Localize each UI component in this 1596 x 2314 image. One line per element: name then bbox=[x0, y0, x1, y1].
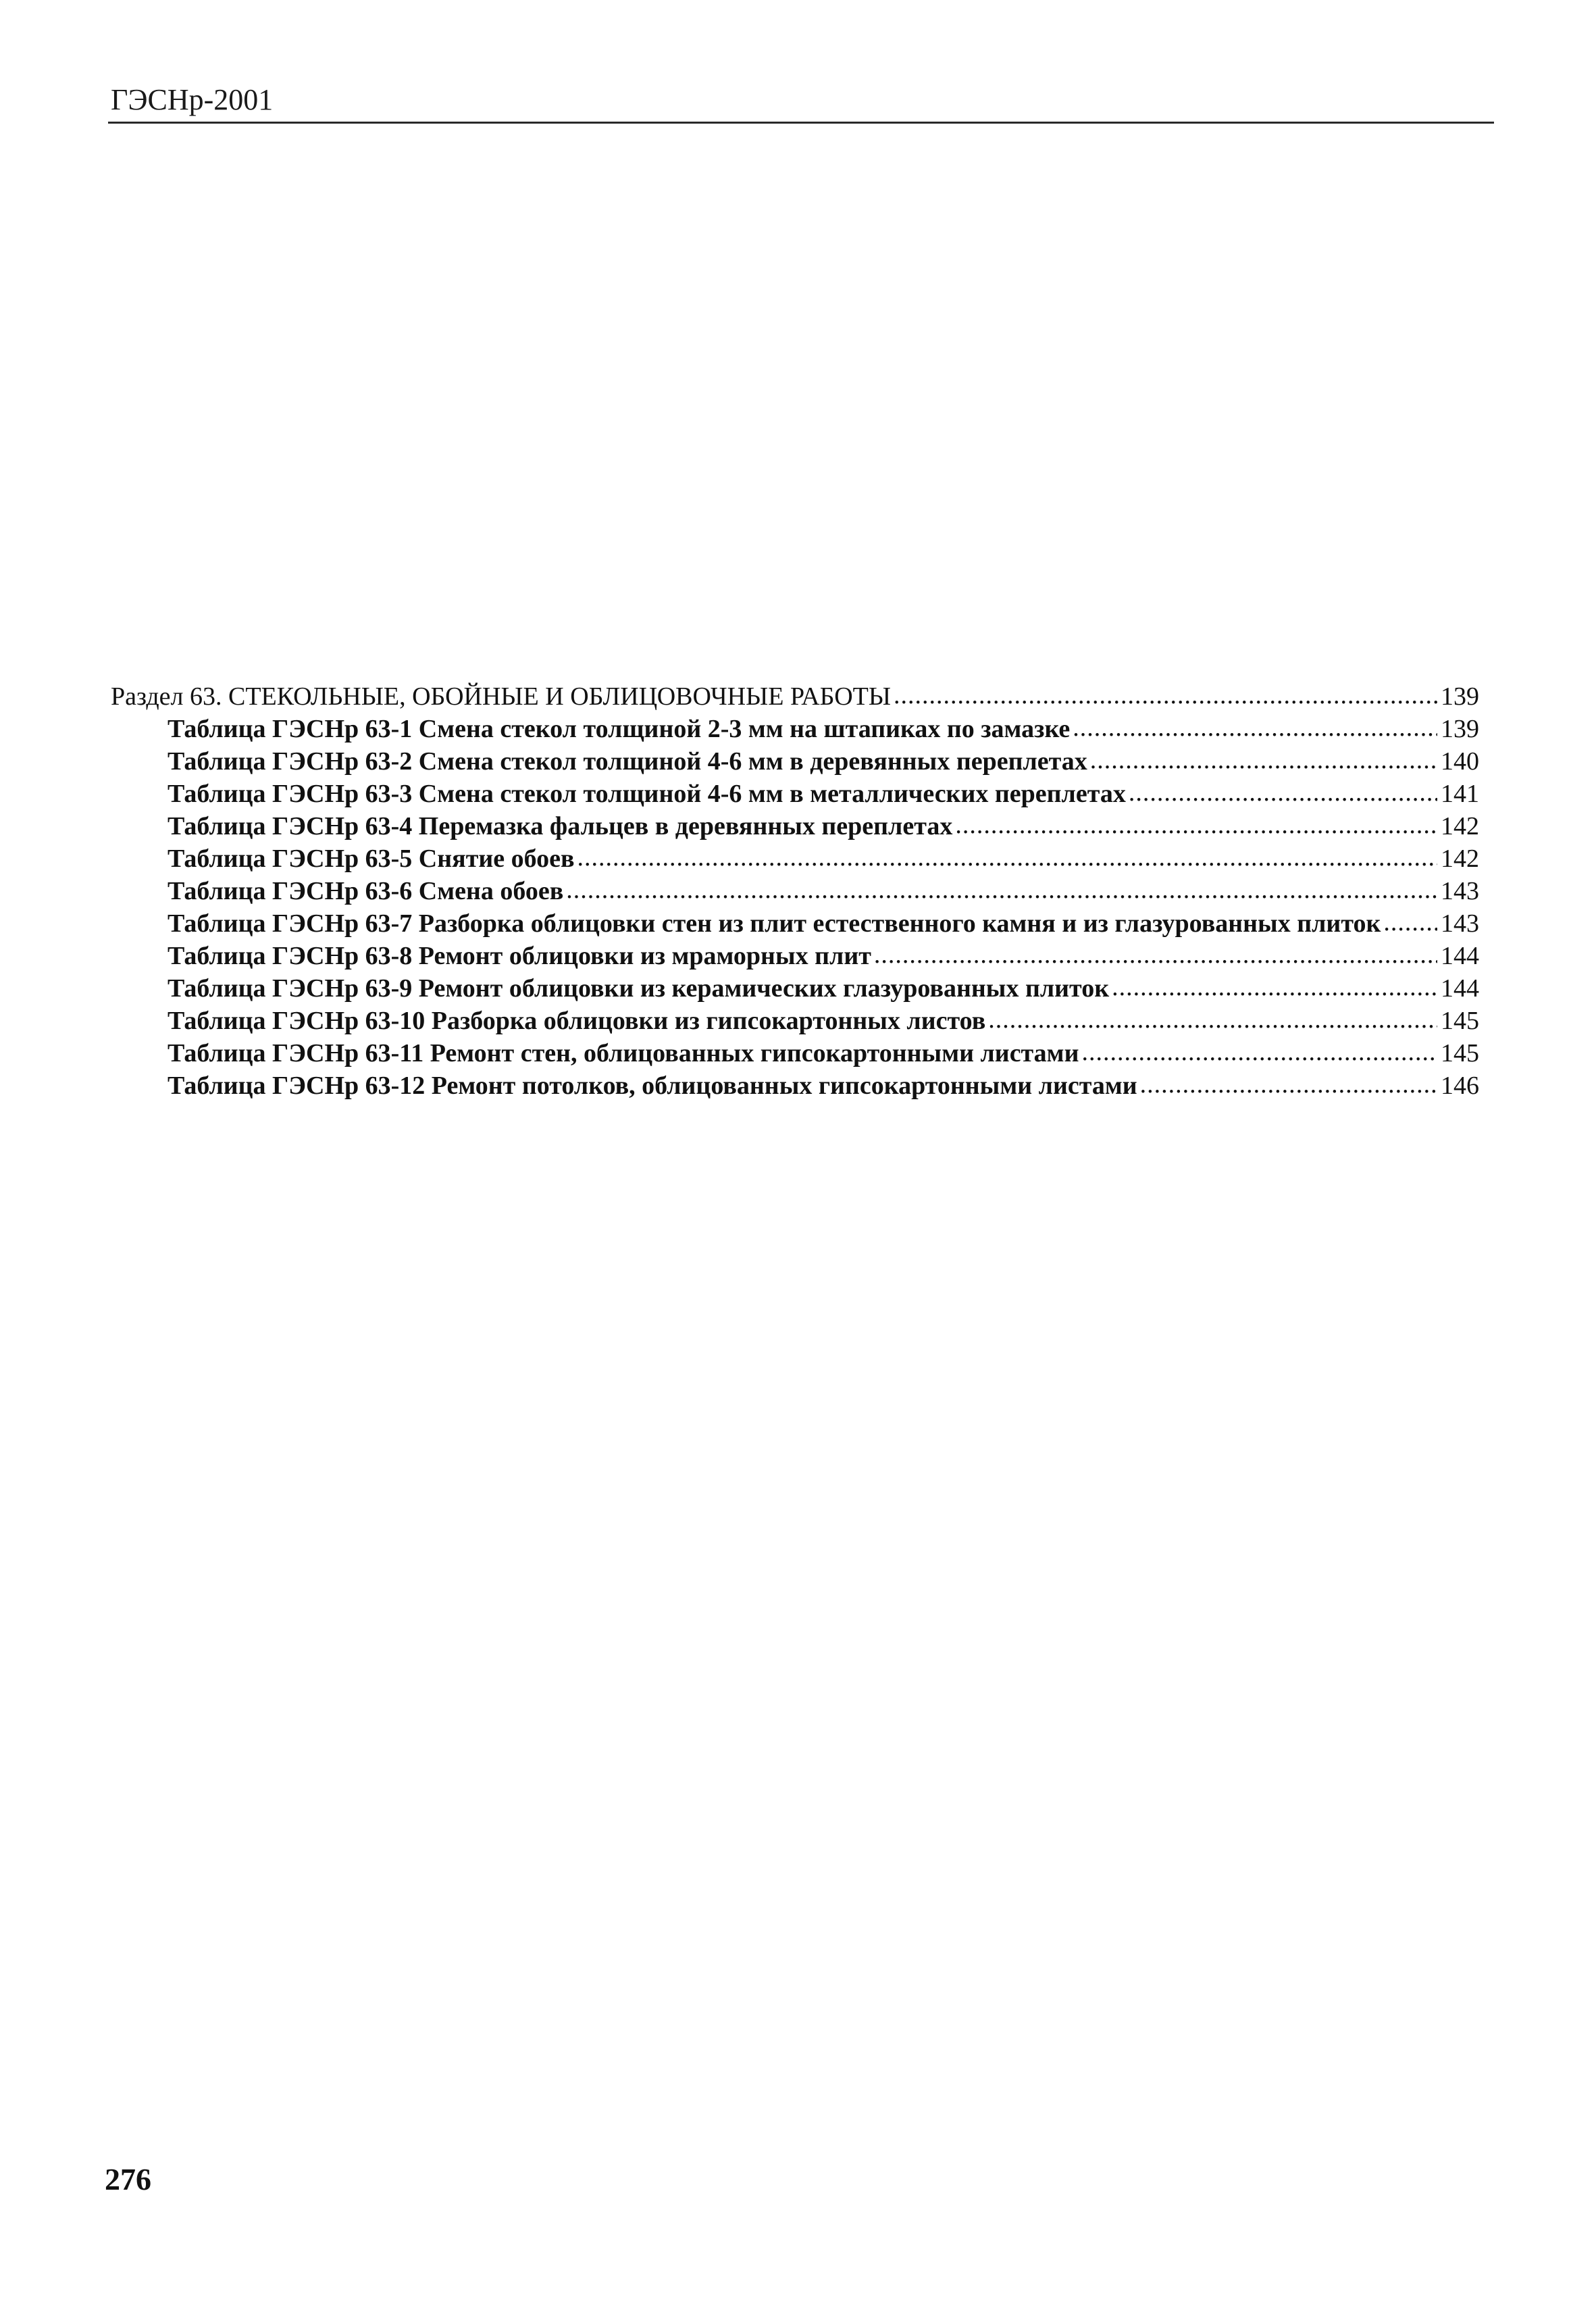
toc-entry-page: 143 bbox=[1441, 909, 1479, 938]
dot-leader bbox=[955, 809, 1437, 841]
toc-entry[interactable] bbox=[111, 907, 1479, 940]
page-number: 276 bbox=[105, 2162, 151, 2196]
toc-entry-title: Таблица ГЭСНр 63-11 Ремонт стен, облицованных гипсокартонными листами bbox=[168, 1039, 1079, 1067]
toc-entry-title: Таблица ГЭСНр 63-4 Перемазка фальцев в деревянных переплетах bbox=[168, 812, 953, 840]
table-of-contents bbox=[111, 680, 1479, 1102]
toc-entry-page: 145 bbox=[1441, 1039, 1479, 1067]
dot-leader bbox=[566, 874, 1437, 906]
toc-entry-page: 144 bbox=[1441, 974, 1479, 1003]
dot-leader bbox=[988, 1003, 1437, 1036]
toc-entry[interactable] bbox=[111, 810, 1479, 842]
toc-entry[interactable] bbox=[111, 1070, 1479, 1102]
toc-entry-title: Таблица ГЭСНр 63-7 Разборка облицовки стен из плит естественного камня и из глазурованных плиток bbox=[168, 909, 1381, 938]
toc-entry-title: Таблица ГЭСНр 63-8 Ремонт облицовки из мраморных плит bbox=[168, 942, 871, 970]
toc-entry[interactable] bbox=[111, 842, 1479, 875]
dot-leader bbox=[1129, 776, 1437, 809]
toc-entry-page: 142 bbox=[1441, 812, 1479, 840]
toc-entry-title: Таблица ГЭСНр 63-10 Разборка облицовки из гипсокартонных листов bbox=[168, 1007, 986, 1035]
toc-entry-page: 143 bbox=[1441, 877, 1479, 905]
toc-entry-title: Таблица ГЭСНр 63-3 Смена стекол толщиной 4-6 мм в металлических переплетах bbox=[168, 780, 1126, 808]
dot-leader bbox=[1073, 711, 1437, 744]
dot-leader bbox=[1081, 1036, 1437, 1068]
running-header: ГЭСНр-2001 bbox=[111, 83, 274, 116]
toc-entry-title: Таблица ГЭСНр 63-2 Смена стекол толщиной 4-6 мм в деревянных переплетах bbox=[168, 747, 1087, 776]
dot-leader bbox=[577, 841, 1437, 874]
header-rule bbox=[108, 122, 1494, 124]
dot-leader bbox=[1383, 906, 1437, 938]
toc-entry[interactable] bbox=[111, 778, 1479, 810]
toc-entry-page: 139 bbox=[1441, 715, 1479, 743]
toc-entry-title: Таблица ГЭСНр 63-5 Снятие обоев bbox=[168, 845, 575, 873]
toc-entry-title: Таблица ГЭСНр 63-12 Ремонт потолков, облицованных гипсокартонными листами bbox=[168, 1072, 1137, 1100]
toc-section-page: 139 bbox=[1441, 682, 1479, 711]
toc-entry-page: 145 bbox=[1441, 1007, 1479, 1035]
toc-entry[interactable] bbox=[111, 745, 1479, 778]
toc-section-title: Раздел 63. СТЕКОЛЬНЫЕ, ОБОЙНЫЕ И ОБЛИЦОВОЧНЫЕ РАБОТЫ bbox=[111, 682, 892, 711]
toc-entry[interactable] bbox=[111, 875, 1479, 907]
toc-entry[interactable] bbox=[111, 940, 1479, 972]
toc-entry-page: 146 bbox=[1441, 1072, 1479, 1100]
toc-entry[interactable] bbox=[111, 713, 1479, 745]
toc-entry-page: 140 bbox=[1441, 747, 1479, 776]
toc-entry-page: 141 bbox=[1441, 780, 1479, 808]
dot-leader bbox=[1140, 1068, 1437, 1101]
toc-section-row[interactable] bbox=[111, 680, 1479, 713]
toc-entry-page: 142 bbox=[1441, 845, 1479, 873]
toc-entry-title: Таблица ГЭСНр 63-1 Смена стекол толщиной 2-3 мм на штапиках по замазке bbox=[168, 715, 1071, 743]
toc-entry[interactable] bbox=[111, 1005, 1479, 1037]
toc-entry-title: Таблица ГЭСНр 63-6 Смена обоев bbox=[168, 877, 564, 905]
toc-entry-title: Таблица ГЭСНр 63-9 Ремонт облицовки из керамических глазурованных плиток bbox=[168, 974, 1110, 1003]
dot-leader bbox=[1090, 744, 1437, 776]
toc-entry-page: 144 bbox=[1441, 942, 1479, 970]
dot-leader bbox=[894, 679, 1437, 711]
toc-entry[interactable] bbox=[111, 972, 1479, 1005]
dot-leader bbox=[1112, 971, 1437, 1003]
dot-leader bbox=[874, 938, 1437, 971]
toc-entry[interactable] bbox=[111, 1037, 1479, 1070]
